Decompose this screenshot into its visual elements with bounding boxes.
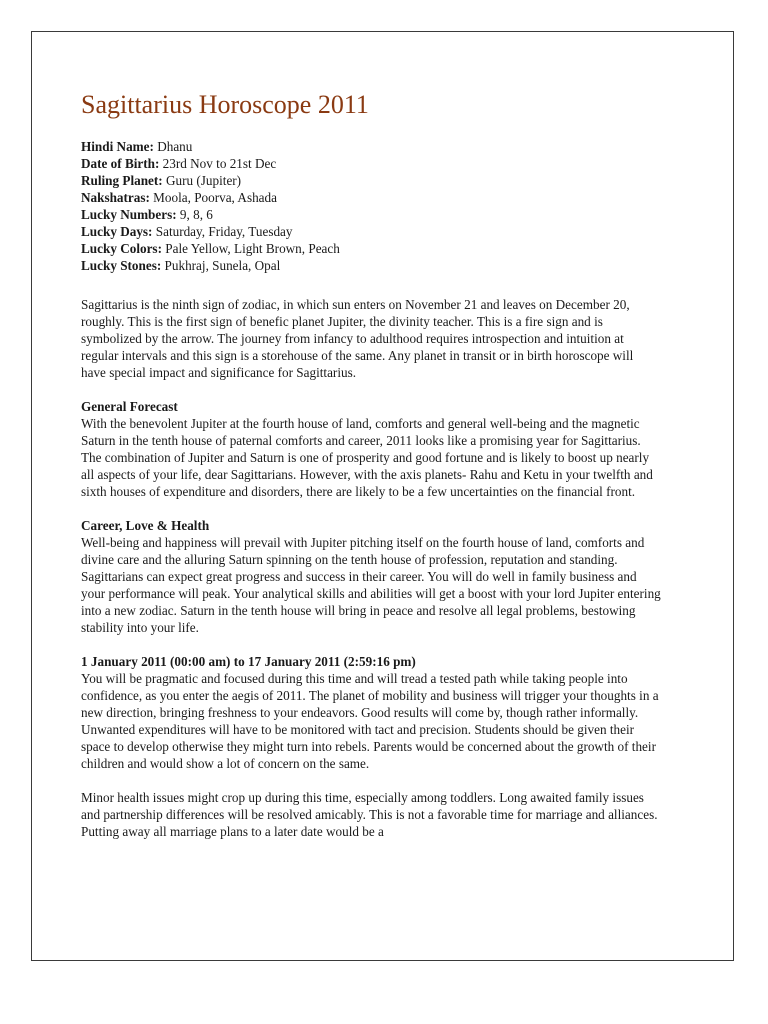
section-body: You will be pragmatic and focused during this time and will tread a tested path while taking people into confidence, as you enter the aegis of 2011. The planet of mobility and business will trigger your thoughts in a new direction, bringing freshness to your endeavors. Good results will come by, though rather informally. Unwanted expenditures will have to be monitored with tact and precision. Students should be given their space to develop otherwise they might turn into rebels. Parents would be concerned about the growth of their children and would show a lot of concern on the same. [81, 671, 659, 771]
closing-paragraph: Minor health issues might crop up during this time, especially among toddlers. Long awaited family issues and partnership differences will be resolved amicably. This is not a favorable time for marriage and alliances. Putting away all marriage plans to a later date would be a [81, 790, 658, 839]
fact-lucky-stones [81, 257, 661, 274]
fact-value: Saturday, Friday, Tuesday [152, 224, 293, 239]
fact-value: Moola, Poorva, Ashada [149, 190, 277, 205]
section-body: With the benevolent Jupiter at the fourth house of land, comforts and general well-being and the magnetic Saturn in the tenth house of paternal comforts and career, 2011 looks like a promising year for Sagittarius. The combination of Jupiter and Saturn is one of prosperity and good fortune and is likely to boost up nearly all aspects of your life, dear Sagittarians. However, with the axis planets- Rahu and Ketu in your twelfth and sixth houses of expenditure and disorders, there are likely to be a few uncertainties on the financial front. [81, 416, 653, 499]
fact-label: Lucky Numbers: [81, 207, 177, 222]
fact-nakshatras [81, 189, 661, 206]
section-heading: 1 January 2011 (00:00 am) to 17 January 2011 (2:59:16 pm) [81, 654, 416, 669]
fact-value: 9, 8, 6 [176, 207, 213, 222]
fact-value: Dhanu [153, 139, 193, 154]
fact-label: Lucky Colors: [81, 241, 162, 256]
fact-value: 23rd Nov to 21st Dec [159, 156, 277, 171]
fact-label: Nakshatras: [81, 190, 150, 205]
fact-label: Lucky Stones: [81, 258, 162, 273]
fact-lucky-colors [81, 240, 661, 257]
document-content [81, 88, 661, 857]
section-january-period [81, 653, 661, 772]
fact-label: Hindi Name: [81, 139, 154, 154]
fact-label: Lucky Days: [81, 224, 153, 239]
fact-lucky-days [81, 223, 661, 240]
fact-hindi-name [81, 138, 661, 155]
facts-list [81, 138, 661, 274]
section-general-forecast [81, 398, 661, 500]
intro-paragraph: Sagittarius is the ninth sign of zodiac, in which sun enters on November 21 and leaves on December 20, roughly. This is the first sign of benefic planet Jupiter, the divinity teacher. This is a fire sign and is symbolized by the arrow. The journey from infancy to adulthood requires introspection and intuition at regular intervals and this sign is a storehouse of the same. Any planet in transit or in birth horoscope will have special impact and significance for Sagittarius. [81, 297, 634, 380]
document-title: Sagittarius Horoscope 2011 [81, 90, 369, 119]
fact-value: Pukhraj, Sunela, Opal [161, 258, 281, 273]
fact-value: Guru (Jupiter) [162, 173, 242, 188]
fact-label: Date of Birth: [81, 156, 160, 171]
fact-value: Pale Yellow, Light Brown, Peach [161, 241, 340, 256]
fact-date-of-birth [81, 155, 661, 172]
section-heading: Career, Love & Health [81, 518, 210, 533]
fact-label: Ruling Planet: [81, 173, 163, 188]
fact-lucky-numbers [81, 206, 661, 223]
section-heading: General Forecast [81, 399, 178, 414]
fact-ruling-planet [81, 172, 661, 189]
section-body: Well-being and happiness will prevail with Jupiter pitching itself on the fourth house of land, comforts and divine care and the alluring Saturn spinning on the tenth house of profession, reputation and standing. Sagittarians can expect great progress and success in their career. You will do well in family business and your performance will peak. Your analytical skills and abilities will get a boost with your lord Jupiter entering into a new zodiac. Saturn in the tenth house will bring in peace and resolve all legal problems, bestowing stability into your life. [81, 535, 661, 635]
section-career-love-health [81, 517, 661, 636]
